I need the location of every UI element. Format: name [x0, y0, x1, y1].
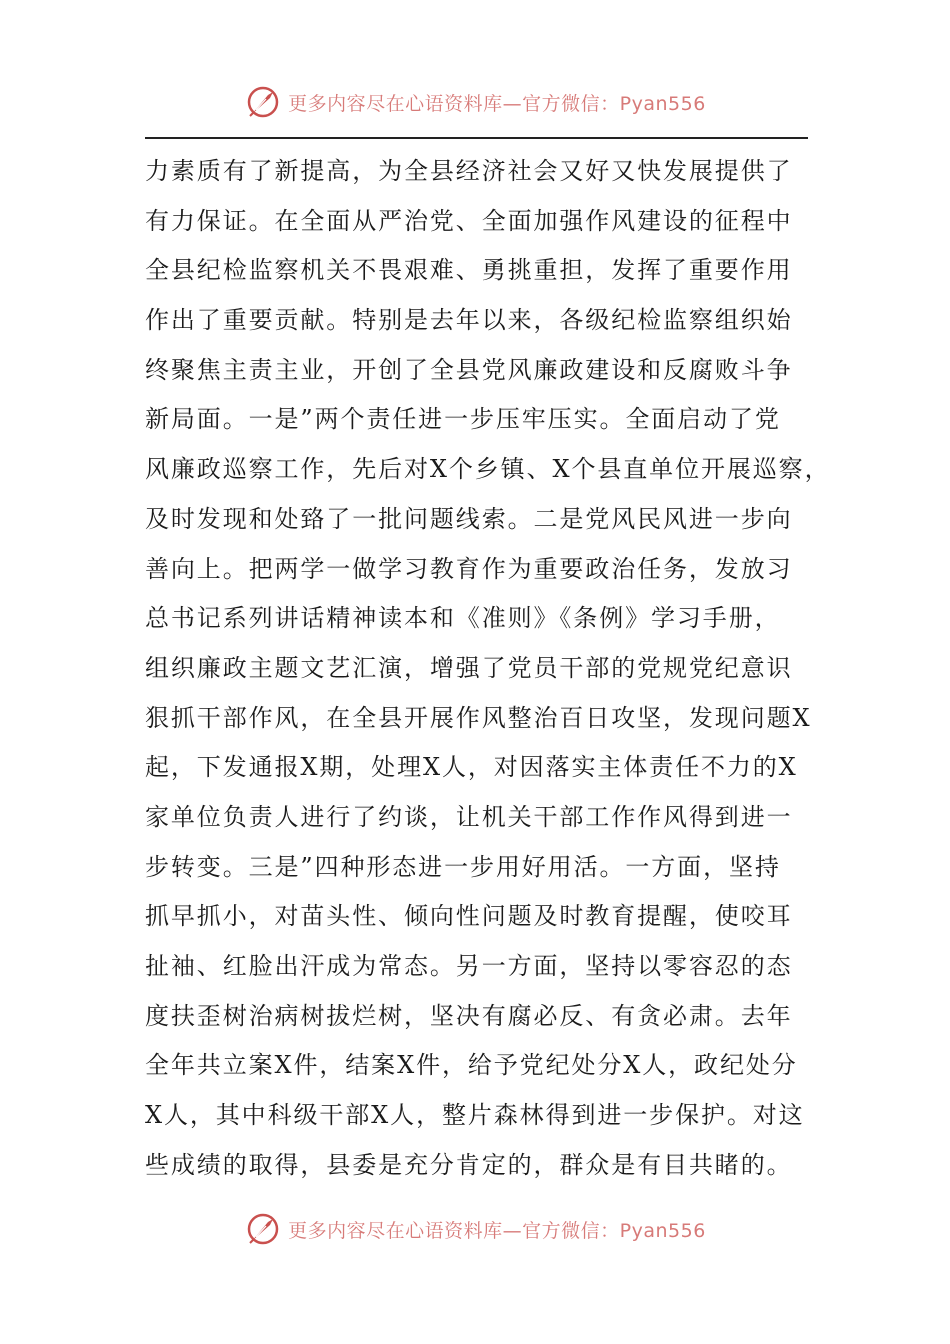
text-line: 及时发现和处臵了一批问题线索。二是党风民风进一步向: [145, 504, 793, 533]
footer-watermark-text: 更多内容尽在心语资料库—官方微信：Pyan556: [288, 1219, 706, 1242]
text-line: 度扶歪树治病树拔烂树，坚决有腐必反、有贪必肃。去年: [145, 1001, 793, 1030]
text-line: 风廉政巡察工作，先后对X个乡镇、X个县直单位开展巡察，: [145, 455, 831, 484]
text-line: 狠抓干部作风，在全县开展作风整治百日攻坚，发现问题X: [145, 703, 812, 732]
quill-circle-logo-icon: [244, 1210, 282, 1248]
text-line: 组织廉政主题文艺汇演，增强了党员干部的党规党纪意识: [145, 653, 793, 682]
text-line: 家单位负责人进行了约谈，让机关干部工作作风得到进一: [145, 802, 793, 831]
header-watermark-text: 更多内容尽在心语资料库—官方微信：Pyan556: [288, 92, 706, 115]
text-line: 扯袖、红脸出汗成为常态。另一方面，坚持以零容忍的态: [145, 952, 793, 980]
text-line: 抓早抓小，对苗头性、倾向性问题及时教育提醒，使咬耳: [145, 902, 793, 931]
quill-circle-logo-icon: [244, 83, 282, 121]
document-body: [145, 147, 831, 1190]
text-line: 总书记系列讲话精神读本和《准则》《条例》学习手册，: [145, 604, 781, 633]
text-line: 些成绩的取得，县委是充分肯定的，群众是有目共睹的。: [145, 1150, 793, 1179]
text-line: 善向上。把两学一做学习教育作为重要政治任务，发放习: [145, 554, 793, 583]
text-line: X人，其中科级干部X人，整片森林得到进一步保护。对这: [145, 1101, 805, 1130]
footer-watermark: [0, 1209, 950, 1249]
text-line: 作出了重要贡献。特别是去年以来，各级纪检监察组织始: [145, 306, 793, 335]
text-line: 起，下发通报X期，处理X人，对因落实主体责任不力的X: [145, 753, 798, 782]
text-line: 全县纪检监察机关不畏艰难、勇挑重担，发挥了重要作用: [145, 256, 793, 285]
text-line: 步转变。三是”四种形态进一步用好用活。一方面，坚持: [145, 852, 781, 881]
text-line: 新局面。一是”两个责任进一步压牢压实。全面启动了党: [145, 405, 781, 434]
text-line: 有力保证。在全面从严治党、全面加强作风建设的征程中: [145, 206, 793, 235]
header-watermark: [0, 82, 950, 122]
text-line: 力素质有了新提高，为全县经济社会又好又快发展提供了: [145, 157, 793, 185]
text-line: 终聚焦主责主业，开创了全县党风廉政建设和反腐败斗争: [145, 355, 793, 384]
header-divider: [145, 137, 808, 139]
text-line: 全年共立案X件，结案X件，给予党纪处分X人，政纪处分: [145, 1051, 798, 1080]
